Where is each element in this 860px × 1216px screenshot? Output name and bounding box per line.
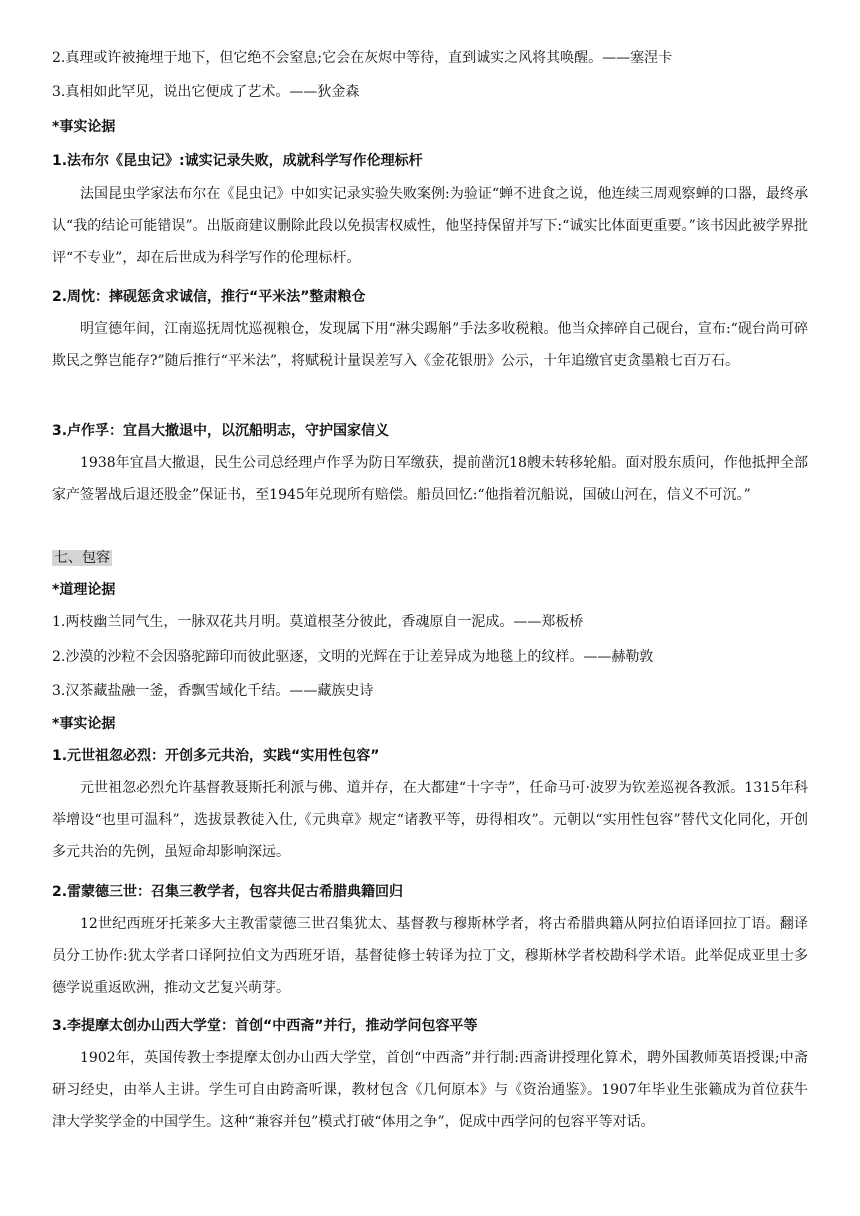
- case-title: 3.卢作孚：宜昌大撤退中，以沉船明志，守护国家信义: [52, 423, 390, 439]
- facts-heading: *事实论据: [52, 119, 116, 135]
- case-title: 2.雷蒙德三世：召集三教学者，包容共促古希腊典籍回归: [52, 884, 404, 900]
- case-title: 1.元世祖忽必烈：开创多元共治，实践“实用性包容”: [52, 748, 380, 764]
- section-title-text: 七、包容: [54, 550, 110, 566]
- case-title: 3.李提摩太创办山西大学堂：首创“中西斋”并行，推动学问包容平等: [52, 1018, 478, 1034]
- case-body: [52, 772, 808, 868]
- quote-zheng-banqiao: 1.两枝幽兰同气生，一脉双花共月明。莫道根茎分彼此，香魂原自一泥成。——郑板桥: [52, 614, 584, 630]
- reasons-heading: *道理论据: [52, 582, 116, 598]
- case-body: [52, 1042, 808, 1138]
- case-body: [52, 178, 808, 274]
- section-title: [52, 548, 808, 568]
- quote-dickinson: 3.真相如此罕见，说出它便成了艺术。——狄金森: [52, 84, 360, 100]
- case-body-text: 明宣德年间，江南巡抚周忱巡视粮仓，发现属下用“淋尖踢斛”手法多收税粮。他当众摔碎自己砚台，宣布:“砚台尚可碎欺民之弊岂能存?”随后推行“平米法”，将赋税计量误差写入《金花银册》公示，十年追缴官吏贪墨粮七百万石。: [52, 321, 808, 369]
- case-body-text: 1902年，英国传教士李提摩太创办山西大学堂，首创“中西斋”并行制:西斋讲授理化算术，聘外国教师英语授课;中斋研习经史，由举人主讲。学生可自由跨斋听课，教材包含《几何原本》与《资治通鉴》。1907年毕业生张籁成为首位获牛津大学奖学金的中国学生。这种“兼容并包”模式打破“体用之争”，促成中西学问的包容平等对话。: [52, 1050, 808, 1130]
- case-body-text: 1938年宜昌大撤退，民生公司总经理卢作孚为防日军缴获，提前凿沉18艘未转移轮船。面对股东质问，作他抵押全部家产签署战后退还股金”保证书，至1945年兑现所有赔偿。船员回忆:“他指着沉船说，国破山河在，信义不可沉。”: [52, 455, 808, 503]
- case-body-text: 12世纪西班牙托莱多大主教雷蒙德三世召集犹太、基督教与穆斯林学者，将古希腊典籍从阿拉伯语译回拉丁语。翻译员分工协作:犹太学者口译阿拉伯文为西班牙语，基督徒修士转译为拉丁文，穆斯林学者校勘科学术语。此举促成亚里士多德学说重返欧洲，推动文艺复兴萌芽。: [52, 916, 808, 996]
- case-title: 1.法布尔《昆虫记》:诚实记录失败，成就科学写作伦理标杆: [52, 153, 423, 169]
- case-body: [52, 313, 808, 377]
- case-body: [52, 447, 808, 511]
- case-title: 2.周忱：摔砚惩贪求诚信，推行“平米法”整肃粮仓: [52, 289, 366, 305]
- case-body: [52, 908, 808, 1004]
- facts-heading: *事实论据: [52, 716, 116, 732]
- case-body-text: 元世祖忽必烈允许基督教聂斯托利派与佛、道并存，在大都建“十字寺”，任命马可·波罗为钦差巡视各教派。1315年科举增设“也里可温科”，选拔景教徒入仕,《元典章》规定“诸教平等，毋得相攻”。元朝以“实用性包容”替代文化同化，开创多元共治的先例，虽短命却影响深远。: [52, 780, 808, 860]
- quote-seneca: 2.真理或许被掩埋于地下，但它绝不会窒息;它会在灰烬中等待，直到诚实之风将其唤醒。——塞涅卡: [52, 50, 673, 66]
- quote-tibetan-epic: 3.汉茶藏盐融一釜，香飘雪域化千结。——藏族史诗: [52, 683, 374, 699]
- case-body-text: 法国昆虫学家法布尔在《昆虫记》中如实记录实验失败案例:为验证“蝉不进食之说，他连续三周观察蝉的口器，最终承认“我的结论可能错误”。出版商建议删除此段以免损害权威性，他坚持保留并写下:“诚实比体面更重要。”该书因此被学界批评“不专业”，却在后世成为科学写作的伦理标杆。: [52, 186, 808, 266]
- quote-khaldun: 2.沙漠的沙粒不会因骆驼蹄印而彼此驱逐，文明的光辉在于让差异成为地毯上的纹样。——赫勒敦: [52, 649, 654, 665]
